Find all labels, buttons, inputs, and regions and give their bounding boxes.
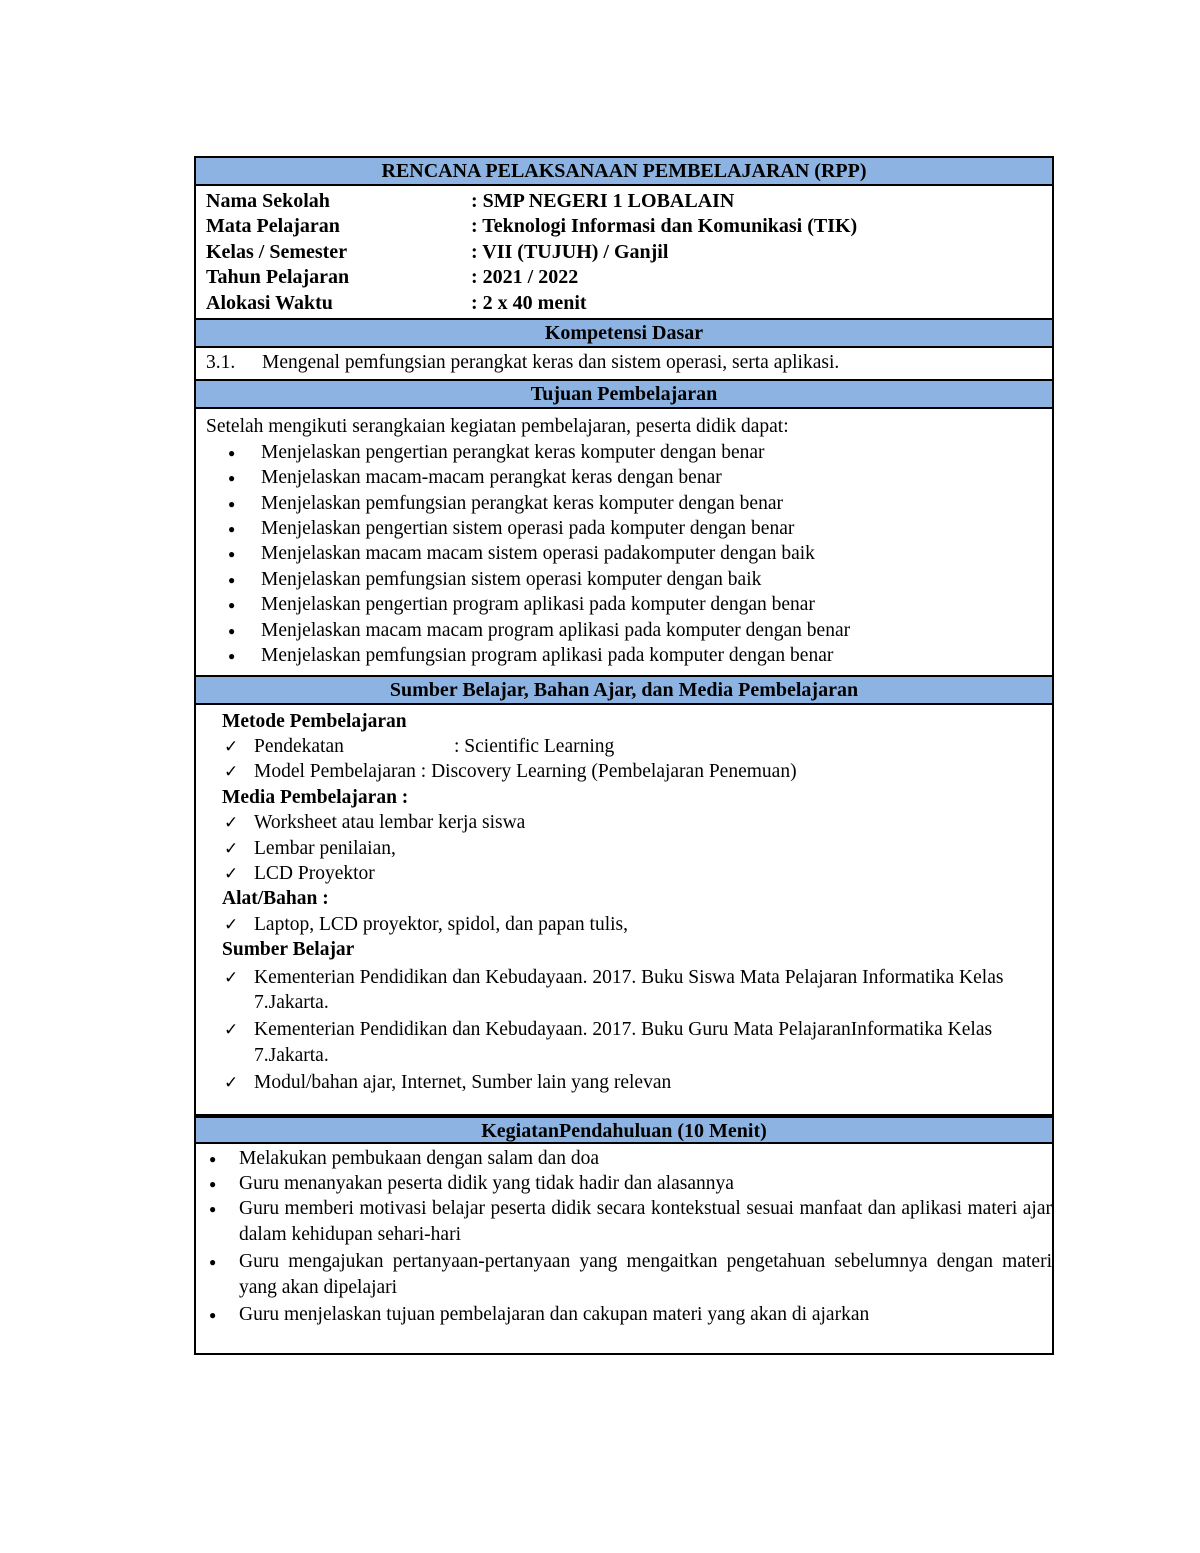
metode-title: Metode Pembelajaran xyxy=(222,710,407,732)
identity-section xyxy=(196,186,1052,320)
media-title: Media Pembelajaran : xyxy=(222,786,409,808)
list-item: ● Guru mengajukan pertanyaan-pertanyaan yang mengaitkan pengetahuan sebelumnya dengan materi yang akan dipelajari xyxy=(206,1249,1052,1300)
list-item: ✓ Worksheet atau lembar kerja siswa xyxy=(222,810,1042,835)
kegiatan-section xyxy=(196,1144,1052,1354)
list-item: ● Melakukan pembukaan dengan salam dan doa xyxy=(206,1146,1052,1171)
tujuan-list xyxy=(206,440,1042,669)
list-item: ● Menjelaskan pemfungsian perangkat keras komputer dengan benar xyxy=(206,491,1042,516)
list-item: ✓ Model Pembelajaran : Discovery Learning (Pembelajaran Penemuan) xyxy=(222,759,1042,784)
sumber-belajar-title: Sumber Belajar xyxy=(222,939,355,961)
list-item: ● Menjelaskan macam macam program aplikasi pada komputer dengan benar xyxy=(206,618,1042,643)
list-item: ● Menjelaskan pemfungsian program aplikasi pada komputer dengan benar xyxy=(206,643,1042,668)
sumber-header: Sumber Belajar, Bahan Ajar, dan Media Pembelajaran xyxy=(196,677,1052,705)
identity-row: Tahun Pelajaran : 2021 / 2022 xyxy=(206,266,579,289)
identity-row: Alokasi Waktu : 2 x 40 menit xyxy=(206,291,587,314)
kompetensi-section xyxy=(196,348,1052,381)
metode-list xyxy=(222,734,1042,785)
list-item: ● Guru menjelaskan tujuan pembelajaran dan cakupan materi yang akan di ajarkan xyxy=(206,1302,1052,1327)
list-item: ● Menjelaskan pengertian program aplikasi pada komputer dengan benar xyxy=(206,592,1042,617)
tujuan-section xyxy=(196,409,1052,676)
list-item: ✓ Kementerian Pendidikan dan Kebudayaan. 2017. Buku Guru Mata PelajaranInformatika Kelas 7.Jakarta. xyxy=(222,1017,1042,1068)
document-title: RENCANA PELAKSANAAN PEMBELAJARAN (RPP) xyxy=(196,158,1052,186)
rpp-table xyxy=(194,156,1054,1355)
list-item: ● Guru menanyakan peserta didik yang tidak hadir dan alasannya xyxy=(206,1171,1052,1196)
kompetensi-text: Mengenal pemfungsian perangkat keras dan sistem operasi, serta aplikasi. xyxy=(262,352,840,374)
list-item: ✓ Modul/bahan ajar, Internet, Sumber lain yang relevan xyxy=(222,1070,1042,1095)
list-item: ✓ Kementerian Pendidikan dan Kebudayaan. 2017. Buku Siswa Mata Pelajaran Informatika Kelas 7.Jakarta. xyxy=(222,965,1042,1016)
list-item: ● Menjelaskan macam macam sistem operasi padakomputer dengan baik xyxy=(206,541,1042,566)
list-item: ● Guru memberi motivasi belajar peserta didik secara kontekstual sesuai manfaat dan aplikasi materi ajar dalam kehidupan sehari-hari xyxy=(206,1196,1052,1247)
alat-list xyxy=(222,912,1042,937)
identity-row: Kelas / Semester : VII (TUJUH) / Ganjil xyxy=(206,240,669,263)
tujuan-header: Tujuan Pembelajaran xyxy=(196,381,1052,409)
list-item: ✓ Lembar penilaian, xyxy=(222,836,1042,861)
identity-row: Mata Pelajaran : Teknologi Informasi dan Komunikasi (TIK) xyxy=(206,215,858,238)
list-item: ✓ LCD Proyektor xyxy=(222,861,1042,886)
list-item: ● Menjelaskan pemfungsian sistem operasi komputer dengan baik xyxy=(206,567,1042,592)
list-item: ● Menjelaskan pengertian sistem operasi pada komputer dengan benar xyxy=(206,516,1042,541)
list-item: ✓ Pendekatan : Scientific Learning xyxy=(222,734,1042,759)
kompetensi-number: 3.1. xyxy=(206,352,236,374)
sumber-section xyxy=(196,705,1052,1116)
tujuan-intro: Setelah mengikuti serangkaian kegiatan pembelajaran, peserta didik dapat: xyxy=(206,416,789,438)
list-item: ● Menjelaskan pengertian perangkat keras komputer dengan benar xyxy=(206,440,1042,465)
list-item: ● Menjelaskan macam-macam perangkat keras dengan benar xyxy=(206,465,1042,490)
kegiatan-list xyxy=(206,1146,1052,1328)
kegiatan-header: KegiatanPendahuluan (10 Menit) xyxy=(196,1116,1052,1144)
kompetensi-header: Kompetensi Dasar xyxy=(196,320,1052,348)
sumber-belajar-list xyxy=(222,965,1042,1096)
list-item: ✓ Laptop, LCD proyektor, spidol, dan papan tulis, xyxy=(222,912,1042,937)
identity-row: Nama Sekolah : SMP NEGERI 1 LOBALAIN xyxy=(206,190,735,212)
alat-title: Alat/Bahan : xyxy=(222,888,329,910)
media-list xyxy=(222,810,1042,886)
